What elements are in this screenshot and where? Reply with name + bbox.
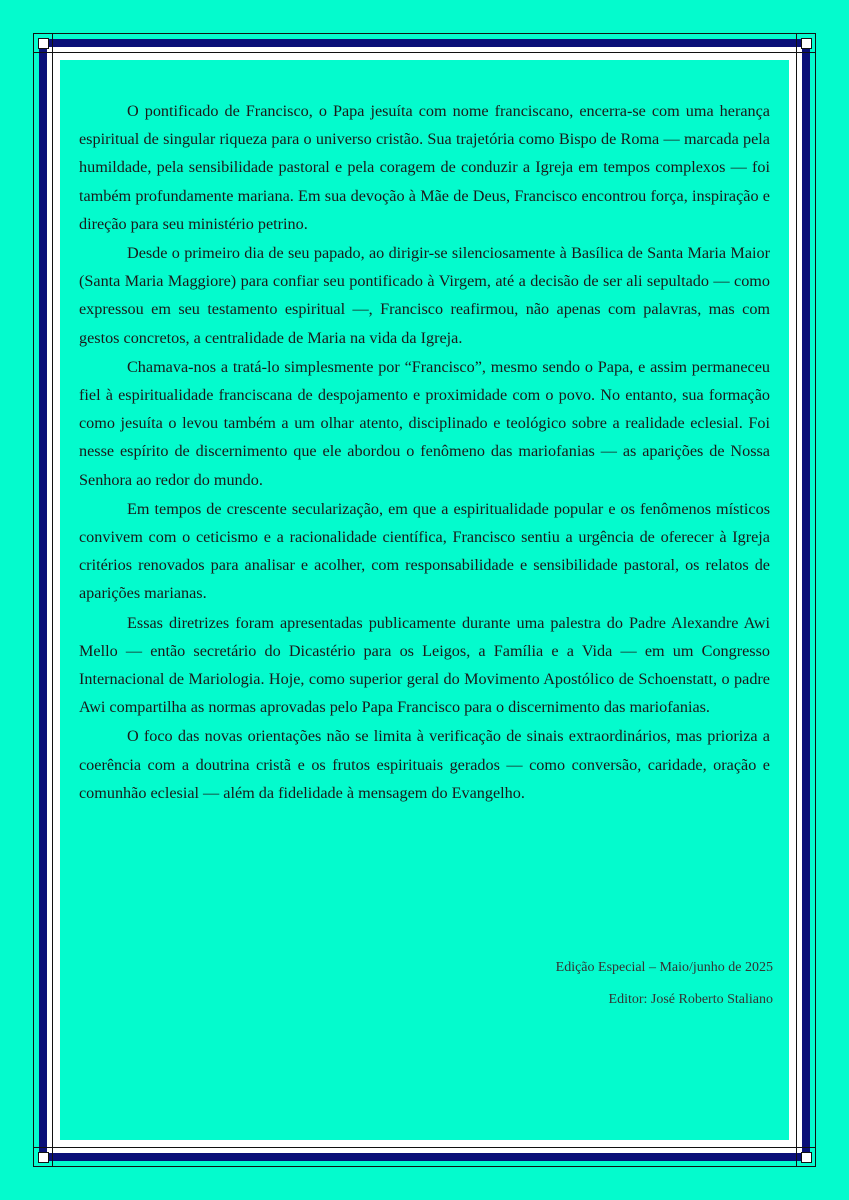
paragraph: Chamava-nos a tratá-lo simplesmente por “Francisco”, mesmo sendo o Papa, e assim permaneceu fiel à espiritualidade franciscana de despojamento e proximidade com o povo. No entanto, sua formação como jesuíta o levou também a um olhar atento, disciplinado e teológico sobre a realidade eclesial. Foi nesse espírito de discernimento que ele abordou o fenômeno das mariofanias — as aparições de Nossa Senhora ao redor do mundo.	[79, 357, 770, 489]
paragraph: Desde o primeiro dia de seu papado, ao dirigir-se silenciosamente à Basílica de Santa Maria Maior (Santa Maria Maggiore) para confiar seu pontificado à Virgem, até a decisão de ser ali sepultado — como expressou em seu testamento espiritual —, Francisco reafirmou, não apenas com palavras, mas com gestos concretos, a centralidade de Maria na vida da Igreja.	[79, 244, 770, 347]
corner-ornament-top-right	[796, 33, 816, 53]
paragraph: O pontificado de Francisco, o Papa jesuíta com nome franciscano, encerra-se com uma herança espiritual de singular riqueza para o universo cristão. Sua trajetória como Bispo de Roma — marcada pela humildade, pela sensibilidade pastoral e pela coragem de conduzir a Igreja em tempos complexos — foi também profundamente mariana. Em sua devoção à Mãe de Deus, Francisco encontrou força, inspiração e direção para seu ministério petrino.	[79, 102, 770, 233]
paragraph: Essas diretrizes foram apresentadas publicamente durante uma palestra do Padre Alexandre Awi Mello — então secretário do Dicastério para os Leigos, a Família e a Vida — em um Congresso Internacional de Mariologia. Hoje, como superior geral do Movimento Apostólico de Schoenstatt, o padre Awi compartilha as normas aprovadas pelo Papa Francisco para o discernimento das mariofanias.	[79, 613, 770, 717]
paragraph: O foco das novas orientações não se limita à verificação de sinais extraordinários, mas prioriza a coerência com a doutrina cristã e os frutos espirituais gerados — como conversão, caridade, oração e comunhão eclesial — além da fidelidade à mensagem do Evangelho.	[79, 727, 770, 802]
corner-ornament-bottom-left	[33, 1147, 53, 1167]
editor-label: Editor: José Roberto Staliano	[608, 992, 773, 1007]
edition-label: Edição Especial – Maio/junho de 2025	[555, 960, 773, 975]
corner-ornament-top-left	[33, 33, 53, 53]
article-body	[79, 97, 770, 808]
footer	[556, 958, 773, 1022]
paragraph: Em tempos de crescente secularização, em que a espiritualidade popular e os fenômenos místicos convivem com o ceticismo e a racionalidade científica, Francisco sentiu a urgência de oferecer à Igreja critérios renovados para analisar e acolher, com responsabilidade e sensibilidade pastoral, os relatos de aparições marianas.	[79, 499, 770, 603]
corner-ornament-bottom-right	[796, 1147, 816, 1167]
content-panel	[60, 60, 789, 1140]
